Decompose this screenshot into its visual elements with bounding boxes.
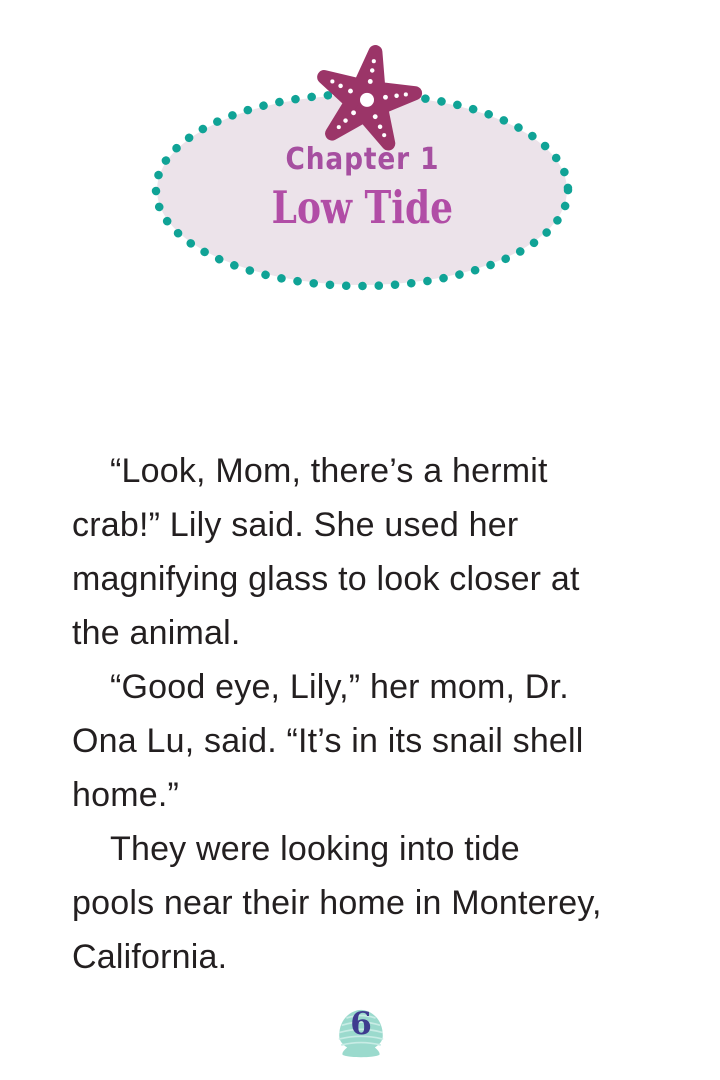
page-footer <box>328 1002 394 1064</box>
story-line: the animal. <box>72 614 241 652</box>
story-line: Ona Lu, said. “It’s in its snail shell <box>72 722 584 760</box>
paragraph <box>72 660 672 822</box>
story-line: California. <box>72 938 228 976</box>
story-text <box>72 444 672 984</box>
chapter-title: Low Tide <box>271 181 453 234</box>
story-line: home.” <box>72 776 180 814</box>
paragraph <box>72 822 672 984</box>
story-line: “Good eye, Lily,” her mom, Dr. <box>110 668 569 706</box>
chapter-kicker: Chapter 1 <box>285 142 439 177</box>
story-line: They were looking into tide <box>110 830 520 868</box>
page-number: 6 <box>350 1006 372 1042</box>
story-line: crab!” Lily said. She used her <box>72 506 519 544</box>
starfish-icon <box>311 42 423 154</box>
story-line: magnifying glass to look closer at <box>72 560 580 598</box>
story-line: pools near their home in Monterey, <box>72 884 602 922</box>
paragraph <box>72 444 672 660</box>
story-line: “Look, Mom, there’s a hermit <box>110 452 548 490</box>
